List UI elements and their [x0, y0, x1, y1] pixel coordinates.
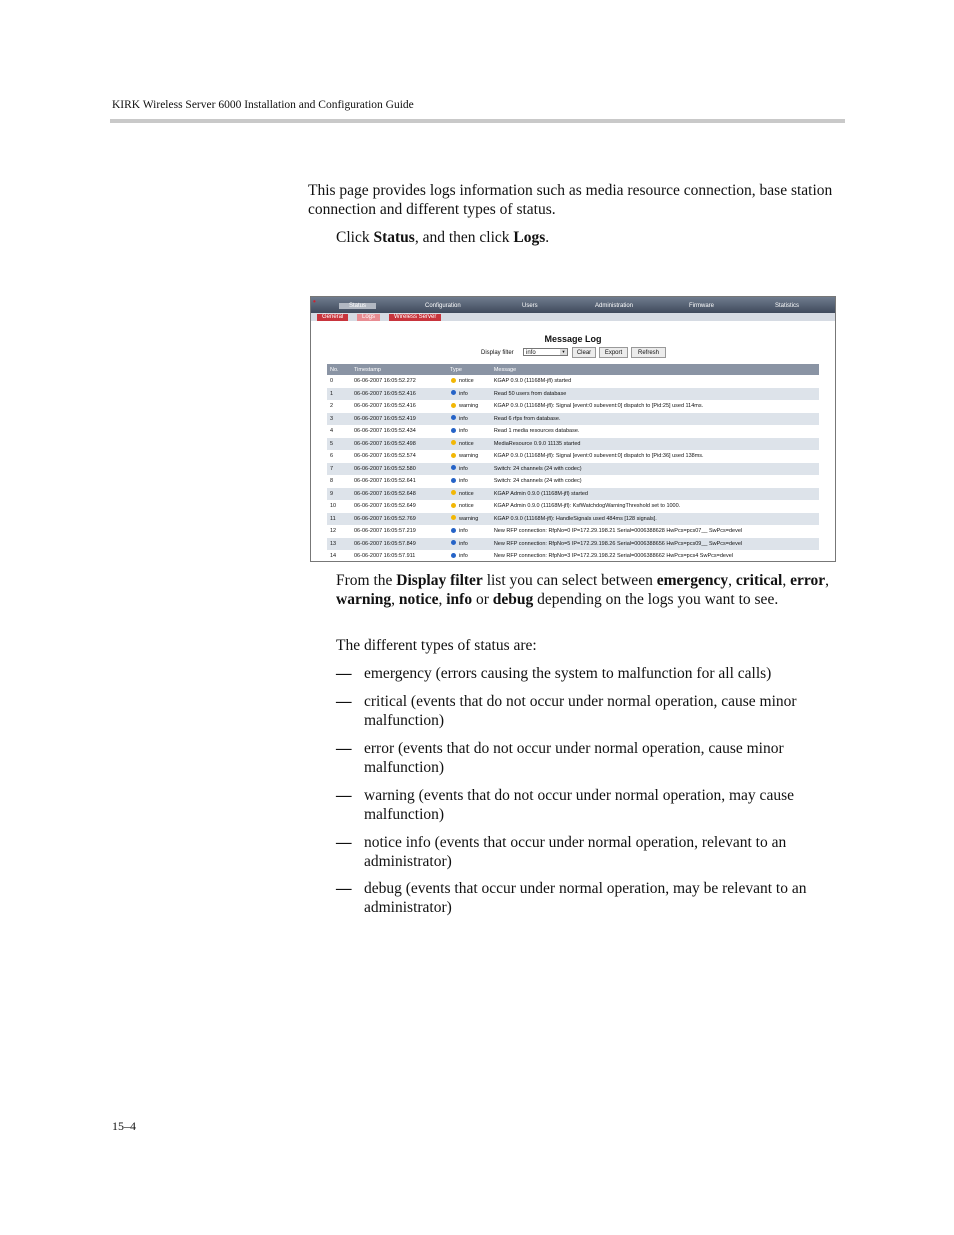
from-b2: emergency	[656, 572, 729, 589]
subtab-general[interactable]: General	[317, 314, 348, 321]
log-table	[327, 364, 819, 562]
running-header: KIRK Wireless Server 6000 Installation and Configuration Guide	[112, 99, 414, 111]
log-table-header	[327, 364, 819, 375]
status-dot-icon	[451, 528, 456, 533]
instruction-status: Status	[373, 229, 415, 246]
display-filter-label: Display filter	[481, 350, 514, 356]
header-rule	[110, 119, 845, 123]
table-row	[327, 425, 819, 438]
intro-paragraph	[308, 181, 844, 219]
cell-timestamp: 06-06-2007 16:05:52.419	[351, 413, 447, 426]
status-dot-icon	[451, 403, 456, 408]
status-type-item	[336, 879, 844, 917]
cell-type: notice	[459, 503, 474, 510]
cell-status-dot	[447, 463, 456, 476]
from-p1: From the	[336, 572, 397, 589]
intro-text: This page provides logs information such as media resource connection, base station connection and different types of status.	[308, 182, 833, 218]
cell-type: notice	[456, 488, 491, 501]
status-type-text: warning (events that do not occur under normal operation, may cause malfunction)	[364, 787, 794, 823]
cell-message: Read 50 users from database	[491, 388, 819, 401]
table-row	[327, 438, 819, 451]
dash-bullet: —	[336, 740, 352, 757]
cell-timestamp: 06-06-2007 16:05:52.416	[351, 388, 447, 401]
cell-type: info	[459, 553, 468, 560]
dash-bullet: —	[336, 665, 352, 682]
cell-no: 13	[327, 538, 351, 551]
cell-message: New RFP connection: RfpNo=5 IP=172.29.198.26 Serial=0006388656 HwPcs=pcs09__ SwPcs=devel	[491, 538, 819, 551]
cell-status-dot	[447, 513, 456, 526]
page-number: 15–4	[112, 1119, 136, 1133]
col-type: Type	[447, 364, 491, 375]
cell-no: 9	[327, 488, 351, 501]
cell-no: 12	[330, 528, 337, 535]
instruction-paragraph	[336, 228, 844, 247]
table-row	[327, 488, 819, 501]
display-filter-value: info	[526, 350, 536, 356]
subtab-logs[interactable]: Logs	[357, 314, 380, 321]
status-dot-icon	[451, 440, 456, 445]
cell-no: 7	[327, 463, 351, 476]
status-type-item	[336, 739, 844, 777]
cell-status-dot	[447, 388, 456, 401]
dash-bullet: —	[336, 834, 352, 851]
from-p2: list you can select between	[482, 572, 657, 589]
status-dot-icon	[451, 453, 456, 458]
cell-message: KGAP 0.9.0 (11168M-jfl) started	[493, 378, 572, 385]
cell-timestamp: 06-06-2007 16:05:52.648	[351, 488, 447, 501]
cell-no: 3	[327, 413, 351, 426]
cell-message: Switch: 24 channels (24 with codec)	[493, 478, 582, 485]
status-type-text: emergency (errors causing the system to malfunction for all calls)	[364, 665, 772, 682]
instruction-a: Click	[336, 229, 374, 246]
status-dot-icon	[451, 553, 456, 558]
menu-status[interactable]: Status	[339, 303, 376, 309]
cell-timestamp: 06-06-2007 16:05:57.911	[354, 553, 416, 560]
status-type-text: debug (events that occur under normal operation, may be relevant to an administrator)	[364, 880, 807, 916]
export-button[interactable]: Export	[599, 347, 628, 358]
from-b7: info	[446, 591, 473, 608]
cell-type: info	[456, 388, 491, 401]
subtab-wireless-server[interactable]: Wireless Server	[389, 314, 441, 321]
cell-no: 1	[327, 388, 351, 401]
col-message: Message	[491, 364, 819, 375]
cell-message: KGAP Admin 0.9.0 (11168M-jfl): KsfWatchdogWarningThreshold set to 1000.	[493, 503, 681, 510]
refresh-button[interactable]: Refresh	[631, 347, 666, 358]
cell-status-dot	[447, 488, 456, 501]
status-dot-icon	[451, 478, 456, 483]
cell-type: info	[456, 538, 491, 551]
from-b8: debug	[492, 591, 534, 608]
cell-type: warning	[459, 453, 479, 460]
menu-users[interactable]: Users	[522, 303, 538, 309]
cell-no: 2	[330, 403, 334, 410]
cell-message: KGAP 0.9.0 (11168M-jfl): HandleSignals used 484ms [128 signals].	[491, 513, 819, 526]
from-b1: Display filter	[396, 572, 483, 589]
instruction-e: .	[545, 229, 550, 246]
cell-timestamp: 06-06-2007 16:05:57.849	[351, 538, 447, 551]
table-row	[327, 538, 819, 551]
table-row	[327, 525, 819, 538]
brand-logo: •	[313, 297, 316, 306]
cell-timestamp: 06-06-2007 16:05:52.272	[354, 378, 416, 385]
status-type-item	[336, 664, 844, 683]
dash-bullet: —	[336, 880, 352, 897]
status-dot-icon	[451, 415, 456, 420]
cell-message: KGAP 0.9.0 (11168M-jfl): Signal [event:0 subevent:0] dispatch to [Pid:36] used 138ms.	[493, 453, 704, 460]
cell-status-dot	[447, 413, 456, 426]
display-filter-paragraph	[336, 571, 844, 609]
from-b5: warning	[336, 591, 392, 608]
from-b3: critical	[735, 572, 783, 589]
dash-bullet: —	[336, 693, 352, 710]
status-dot-icon	[451, 515, 456, 520]
cell-no: 8	[330, 478, 334, 485]
cell-timestamp: 06-06-2007 16:05:52.416	[354, 403, 416, 410]
cell-timestamp: 06-06-2007 16:05:52.498	[351, 438, 447, 451]
cell-type: warning	[459, 403, 479, 410]
menu-statistics[interactable]: Statistics	[775, 303, 800, 309]
status-type-item	[336, 833, 844, 871]
cell-no: 4	[330, 428, 334, 435]
status-type-text: error (events that do not occur under normal operation, cause minor malfunction)	[364, 740, 784, 776]
status-type-item	[336, 692, 844, 730]
status-dot-icon	[451, 390, 456, 395]
cell-status-dot	[447, 525, 456, 538]
from-s2: ,	[782, 572, 787, 589]
from-p3: depending on the logs you want to see.	[533, 591, 779, 608]
cell-status-dot	[447, 425, 456, 438]
table-row	[327, 500, 819, 513]
status-dot-icon	[451, 490, 456, 495]
from-s4: ,	[391, 591, 399, 608]
from-s5: ,	[438, 591, 447, 608]
log-table-body	[327, 375, 819, 562]
cell-timestamp: 06-06-2007 16:05:52.580	[351, 463, 447, 476]
top-menu-bar	[311, 297, 835, 313]
cell-type: warning	[456, 513, 491, 526]
status-type-text: critical (events that do not occur under normal operation, cause minor malfunction)	[364, 693, 797, 729]
cell-message: MediaResource 0.9.0 11135 started	[491, 438, 819, 451]
cell-no: 14	[330, 553, 337, 560]
types-intro: The different types of status are:	[336, 637, 537, 654]
status-dot-icon	[451, 503, 456, 508]
status-dot-icon	[451, 378, 456, 383]
message-log-screenshot	[310, 296, 836, 562]
cell-timestamp: 06-06-2007 16:05:52.574	[354, 453, 416, 460]
cell-timestamp: 06-06-2007 16:05:52.434	[354, 428, 416, 435]
col-timestamp: Timestamp	[351, 364, 447, 375]
message-log-title: Message Log	[544, 334, 602, 344]
cell-type: info	[459, 428, 468, 435]
cell-timestamp: 06-06-2007 16:05:52.649	[354, 503, 416, 510]
cell-message: Read 1 media resources database.	[493, 428, 580, 435]
from-s3: ,	[825, 572, 829, 589]
cell-status-dot	[447, 538, 456, 551]
cell-message: Read 6 rfps from database.	[491, 413, 819, 426]
cell-type: notice	[456, 438, 491, 451]
chevron-down-icon: ▼	[561, 349, 566, 354]
cell-type: notice	[459, 378, 474, 385]
cell-type: info	[459, 478, 468, 485]
table-row	[327, 400, 819, 413]
menu-administration[interactable]: Administration	[595, 303, 634, 309]
table-row	[327, 463, 819, 476]
cell-timestamp: 06-06-2007 16:05:52.769	[351, 513, 447, 526]
table-row	[327, 450, 819, 463]
menu-firmware[interactable]: Firmware	[689, 303, 714, 309]
cell-message: New RFP connection: RfpNo=0 IP=172.29.198.21 Serial=0006388628 HwPcs=pcs07__ SwPcs=devel	[493, 528, 743, 535]
from-b6: notice	[398, 591, 439, 608]
cell-no: 10	[330, 503, 337, 510]
cell-status-dot	[447, 375, 456, 388]
cell-message: Switch: 24 channels (24 with codec)	[491, 463, 819, 476]
table-row	[327, 475, 819, 488]
cell-status-dot	[447, 475, 456, 488]
status-dot-icon	[451, 428, 456, 433]
menu-configuration[interactable]: Configuration	[425, 303, 461, 309]
status-type-text: notice info (events that occur under normal operation, relevant to an administrator)	[364, 834, 787, 870]
cell-status-dot	[447, 500, 456, 513]
cell-no: 6	[330, 453, 334, 460]
cell-type: info	[456, 463, 491, 476]
table-row	[327, 550, 819, 562]
instruction-c: , and then click	[414, 229, 514, 246]
table-row	[327, 413, 819, 426]
cell-status-dot	[447, 400, 456, 413]
table-row	[327, 375, 819, 388]
cell-status-dot	[447, 438, 456, 451]
from-b4: error	[790, 572, 826, 589]
status-type-item	[336, 786, 844, 824]
status-dot-icon	[451, 540, 456, 545]
col-no: No.	[327, 364, 351, 375]
cell-no: 5	[327, 438, 351, 451]
table-row	[327, 513, 819, 526]
cell-timestamp: 06-06-2007 16:05:57.219	[354, 528, 416, 535]
dash-bullet: —	[336, 787, 352, 804]
display-filter-select[interactable]	[523, 348, 568, 356]
cell-timestamp: 06-06-2007 16:05:52.641	[354, 478, 416, 485]
from-s1: ,	[728, 572, 736, 589]
cell-message: KGAP 0.9.0 (11168M-jfl): Signal [event:0 subevent:0] dispatch to [Pid:25] used 114ms.	[493, 403, 704, 410]
table-row	[327, 388, 819, 401]
cell-no: 11	[327, 513, 351, 526]
status-dot-icon	[451, 465, 456, 470]
cell-status-dot	[447, 550, 456, 562]
cell-status-dot	[447, 450, 456, 463]
instruction-logs: Logs	[513, 229, 546, 246]
from-s6: or	[472, 591, 493, 608]
cell-type: info	[456, 413, 491, 426]
cell-message: KGAP Admin 0.9.0 (11168M-jfl) started	[491, 488, 819, 501]
cell-type: info	[459, 528, 468, 535]
clear-button[interactable]: Clear	[572, 347, 596, 358]
cell-no: 0	[330, 378, 334, 385]
cell-message: New RFP connection: RfpNo=3 IP=172.29.198.22 Serial=0006388662 HwPcs=pcs4 SwPcs=devel	[493, 553, 733, 560]
